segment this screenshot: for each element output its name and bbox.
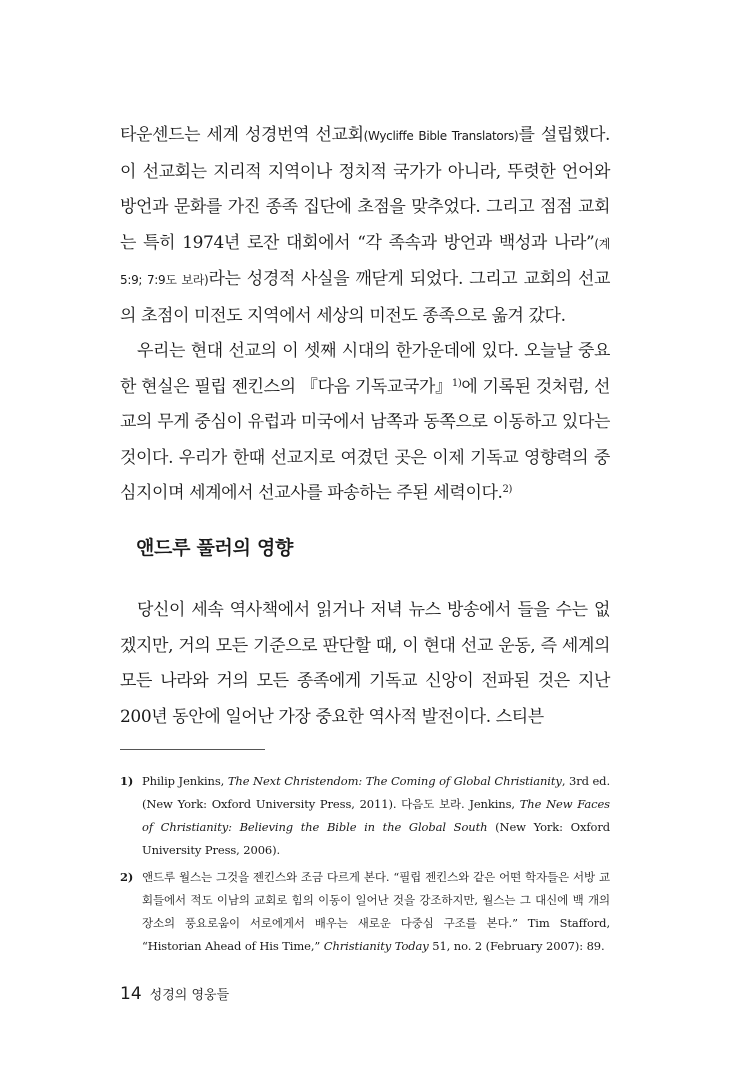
page-footer bbox=[120, 984, 229, 1004]
page-number: 14 bbox=[120, 984, 142, 1004]
scripture-reference: (계 5:9; 7:9도 보라) bbox=[120, 236, 610, 287]
body-text-bottom bbox=[120, 593, 610, 735]
footnote-ref-2[interactable]: 2) bbox=[502, 484, 512, 495]
footnote-number: 2) bbox=[120, 870, 134, 884]
footnote-number: 1) bbox=[120, 774, 134, 788]
footnote-2: 2) 앤드루 월스는 그것을 젠킨스와 조금 다르게 본다. “필립 젠킨스와 같은 어떤 학자들은 서방 교회들에서 적도 이남의 교회로 힘의 이동이 일어난 것을 강조하지만, 월스는 그 대신에 백 개의 장소의 풍요로움이 서로에게서 배우는 새로운 다중심 구조를 본다.” Tim Stafford, “Historian Ahead of His Time,” Christianity Today 51, no. 2 (February 2007): 89. bbox=[120, 866, 610, 958]
paragraph-3: 당신이 세속 역사책에서 읽거나 저녁 뉴스 방송에서 들을 수는 없겠지만, 거의 모든 기준으로 판단할 때, 이 현대 선교 운동, 즉 세계의 모든 나라와 거의 모든 종족에게 기독교 신앙이 전파된 것은 지난 200년 동안에 일어난 가장 중요한 역사적 발전이다. 스티븐 bbox=[120, 600, 610, 727]
paragraph-2: 우리는 현대 선교의 이 셋째 시대의 한가운데에 있다. 오늘날 중요한 현실은 필립 젠킨스의 『다음 기독교국가』$^{1)}$에 기록된 것처럼, 선교의 무게 중심이 유럽과 미국에서 남쪽과 동쪽으로 이동하고 있다는 것이다. 우리가 한때 선교지로 여겼던 곳은 이제 기독교 영향력의 중심지이며 세계에서 선교사를 파송하는 주된 세력이다.$^{2)}$ bbox=[120, 341, 610, 503]
org-english-name: (Wycliffe Bible Translators) bbox=[363, 129, 519, 143]
body-text-top bbox=[120, 118, 610, 512]
periodical-title: Christianity Today bbox=[323, 939, 429, 953]
book-title: The Next Christendom: The Coming of Global Christianity bbox=[227, 774, 562, 788]
running-title: 성경의 영웅들 bbox=[149, 988, 230, 1003]
section-heading: 앤드루 풀러의 영향 bbox=[136, 537, 294, 559]
paragraph-1: 타운센드는 세계 성경번역 선교회(Wycliffe Bible Translators)를 설립했다. 이 선교회는 지리적 지역이나 정치적 국가가 아니라, 뚜렷한 언어와 방언과 문화를 가진 종족 집단에 초점을 맞추었다. 그리고 점점 교회는 특히 1974년 로잔 대회에서 “각 족속과 방언과 백성과 나라”(계 5:9; 7:9도 보라)라는 성경적 사실을 깨닫게 되었다. 그리고 교회의 선교의 초점이 미전도 지역에서 세상의 미전도 종족으로 옮겨 갔다. bbox=[120, 125, 611, 326]
book-title: The New Faces of Christianity: Believing the Bible in the Global South bbox=[142, 797, 610, 834]
footnote-divider bbox=[120, 749, 265, 750]
footnote-ref-1[interactable]: 1) bbox=[451, 377, 462, 389]
footnote-1: 1) Philip Jenkins, The Next Christendom: The Coming of Global Christianity, 3rd ed. (New York: Oxford University Press, 2011). 다음도 보라. Jenkins, The New Faces of Christianity: Believing the Bible in the Global South (New York: Oxford University Press, 2006). bbox=[120, 770, 610, 862]
footnotes bbox=[120, 770, 610, 962]
